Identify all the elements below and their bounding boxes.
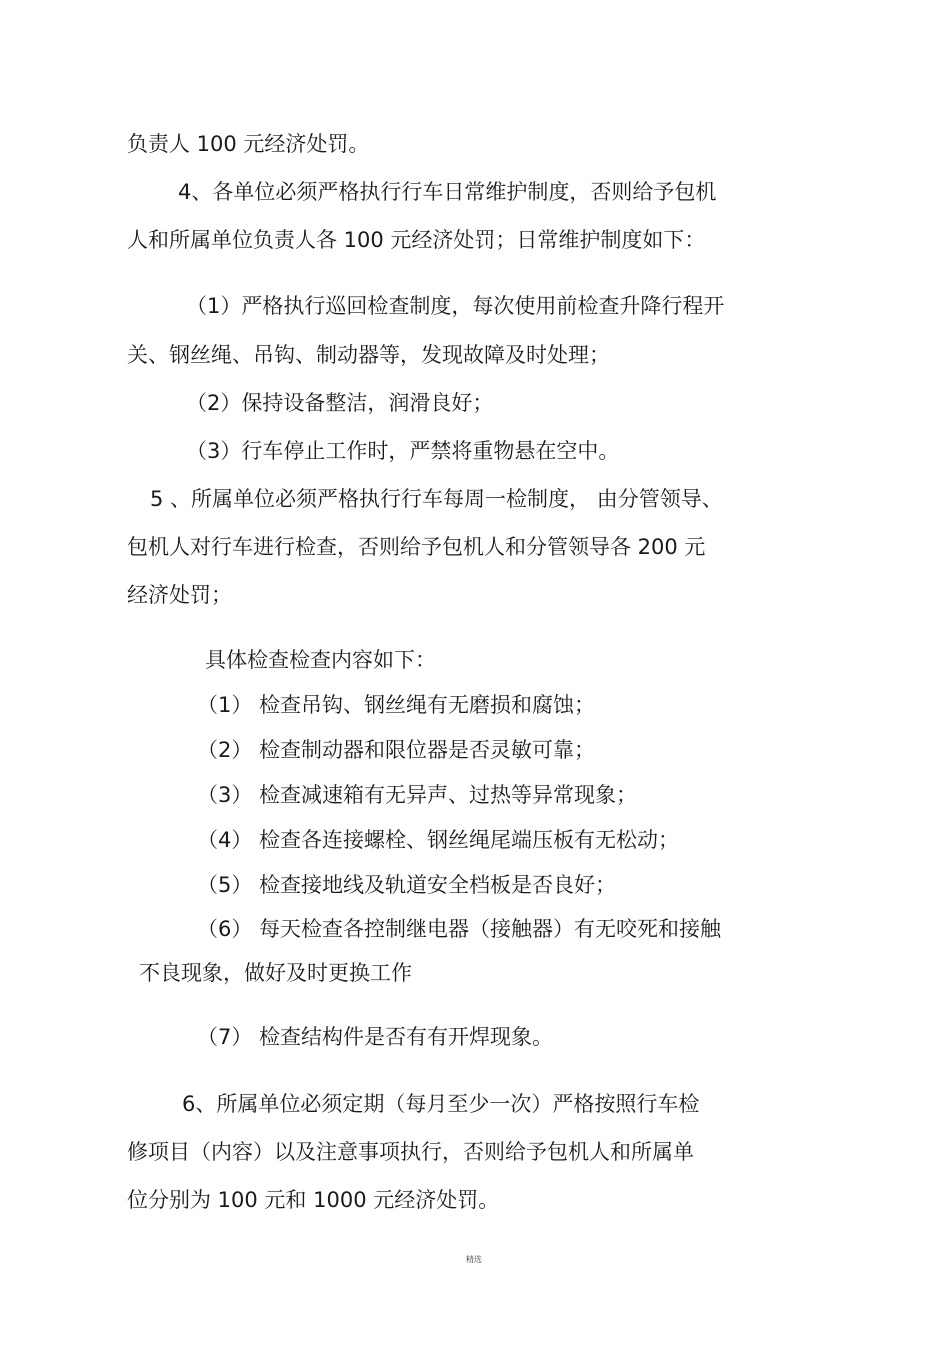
text-line: 6、所属单位必须定期（每月至少一次）严格按照行车检 [182,1092,700,1116]
text-line: 具体检查检查内容如下： [205,648,436,672]
list-item: （2） 检查制动器和限位器是否灵敏可靠； [197,738,596,762]
text-line: 5 、所属单位必须严格执行行车每周一检制度， 由分管领导、 [150,487,723,511]
list-item: （3） 检查减速箱有无异声、过热等异常现象； [197,783,638,807]
text-line: 不良现象，做好及时更换工作 [139,961,412,985]
text-line: 包机人对行车进行检查，否则给予包机人和分管领导各 200 元 [127,535,706,559]
text-line: （2）保持设备整洁，润滑良好； [186,391,494,415]
text-line: （3）行车停止工作时，严禁将重物悬在空中。 [186,439,620,463]
text-line: 位分别为 100 元和 1000 元经济处罚。 [127,1188,500,1212]
text-line: 经济处罚； [127,583,232,607]
text-line: （1）严格执行巡回检查制度，每次使用前检查升降行程开 [186,294,725,318]
list-item: （6） 每天检查各控制继电器（接触器）有无咬死和接触 [197,917,722,941]
list-item: （7） 检查结构件是否有有开焊现象。 [197,1025,554,1049]
list-item: （4） 检查各连接螺栓、钢丝绳尾端压板有无松动； [197,828,680,852]
page-footer: 精选 [466,1255,482,1264]
list-item: （5） 检查接地线及轨道安全档板是否良好； [197,873,617,897]
list-item: （1） 检查吊钩、钢丝绳有无磨损和腐蚀； [197,693,596,717]
text-line: 4、各单位必须严格执行行车日常维护制度，否则给予包机 [178,180,717,204]
text-line: 负责人 100 元经济处罚。 [127,132,370,156]
text-line: 人和所属单位负责人各 100 元经济处罚；日常维护制度如下： [127,228,706,252]
text-line: 修项目（内容）以及注意事项执行，否则给予包机人和所属单 [127,1140,694,1164]
text-line: 关、钢丝绳、吊钩、制动器等，发现故障及时处理； [127,343,610,367]
